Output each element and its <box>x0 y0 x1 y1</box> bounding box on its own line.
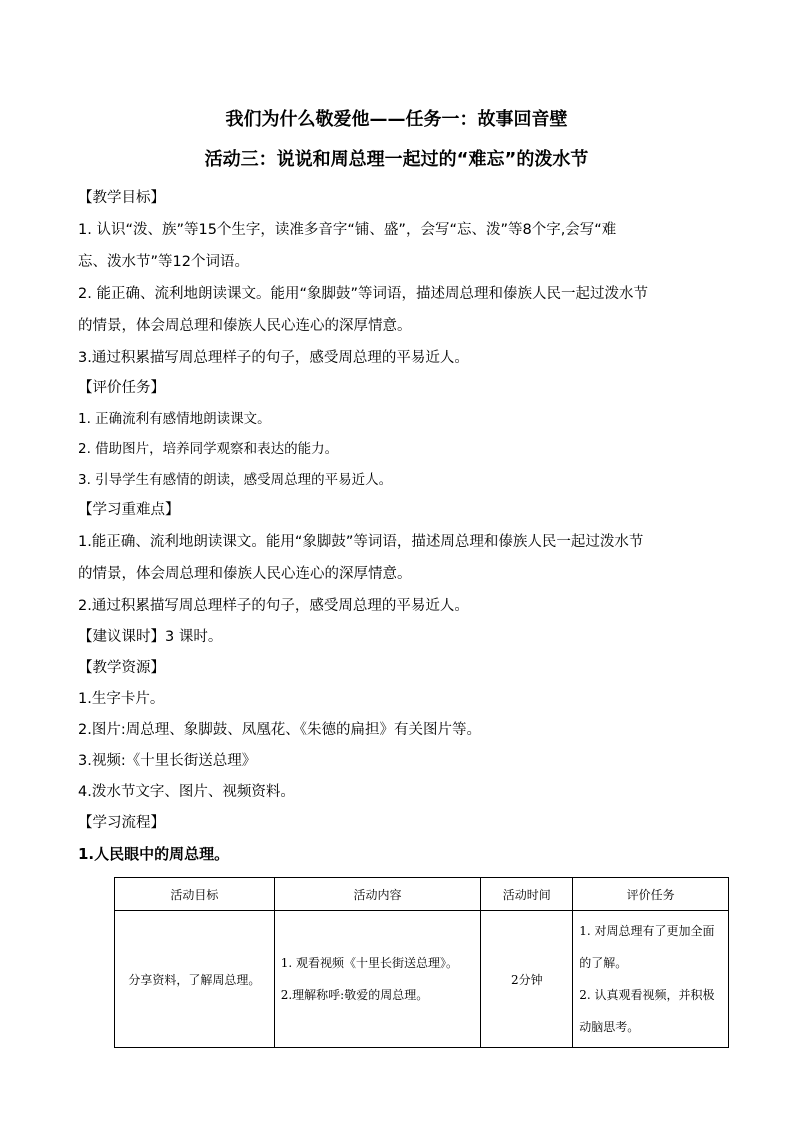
key-line: 的情景，体会周总理和傣族人民心连心的深厚情意。 <box>78 566 412 582</box>
section-heading-goals: 【教学目标】 <box>78 190 165 206</box>
key-line: 2.通过积累描写周总理样子的句子，感受周总理的平易近人。 <box>78 598 469 614</box>
resource-line: 3.视频:《十里长街送总理》 <box>78 753 257 769</box>
table-cell-goal: 分享资料，了解周总理。 <box>115 911 275 1048</box>
table-row <box>115 911 729 1048</box>
document-subtitle: 活动三：说说和周总理一起过的“难忘”的泼水节 <box>204 149 589 170</box>
table-cell-eval <box>573 911 729 1048</box>
eval-item: 1. 对周总理有了更加全面的了解。 <box>579 924 715 970</box>
document-title: 我们为什么敬爱他——任务一：故事回音壁 <box>225 109 568 130</box>
eval-item: 2. 认真观看视频，并积极动脑思考。 <box>579 988 715 1034</box>
goal-line: 忘、泼水节”等12个词语。 <box>78 254 249 270</box>
flow-step-heading: 1.人民眼中的周总理。 <box>78 845 230 863</box>
goal-line: 2. 能正确、流利地朗读课文。能用“象脚鼓”等词语，描述周总理和傣族人民一起过泼水节 <box>78 286 648 302</box>
eval-line: 3. 引导学生有感情的朗读，感受周总理的平易近人。 <box>78 472 393 488</box>
section-heading-eval: 【评价任务】 <box>78 380 165 396</box>
section-heading-key: 【学习重难点】 <box>78 502 180 518</box>
table-header-cell: 评价任务 <box>573 878 729 911</box>
eval-line: 1. 正确流利有感情地朗读课文。 <box>78 411 271 427</box>
table-cell-time: 2分钟 <box>481 911 573 1048</box>
section-heading-resources: 【教学资源】 <box>78 660 165 676</box>
table-header-cell: 活动目标 <box>115 878 275 911</box>
resource-line: 4.泼水节文字、图片、视频资料。 <box>78 784 295 800</box>
table-header-cell: 活动内容 <box>274 878 481 911</box>
resource-line: 1.生字卡片。 <box>78 691 165 707</box>
section-hours: 【建议课时】3 课时。 <box>78 629 223 645</box>
goal-line: 3.通过积累描写周总理样子的句子，感受周总理的平易近人。 <box>78 350 469 366</box>
goal-line: 1. 认识“泼、族”等15个生字，读准多音字“铺、盛”，会写“忘、泼”等8个字,会写“难 <box>78 222 617 238</box>
section-heading-flow: 【学习流程】 <box>78 815 165 831</box>
goal-line: 的情景，体会周总理和傣族人民心连心的深厚情意。 <box>78 318 412 334</box>
table-header-cell: 活动时间 <box>481 878 573 911</box>
content-item: 1. 观看视频《十里长街送总理》。 <box>280 956 458 970</box>
resource-line: 2.图片:周总理、象脚鼓、凤凰花、《朱德的扁担》有关图片等。 <box>78 722 481 738</box>
key-line: 1.能正确、流利地朗读课文。能用“象脚鼓”等词语，描述周总理和傣族人民一起过泼水节 <box>78 534 644 550</box>
activity-table <box>114 877 729 1048</box>
content-item: 2.理解称呼:敬爱的周总理。 <box>280 988 429 1002</box>
table-cell-content <box>274 911 481 1048</box>
eval-line: 2. 借助图片，培养同学观察和表达的能力。 <box>78 441 339 457</box>
table-header-row <box>115 878 729 911</box>
